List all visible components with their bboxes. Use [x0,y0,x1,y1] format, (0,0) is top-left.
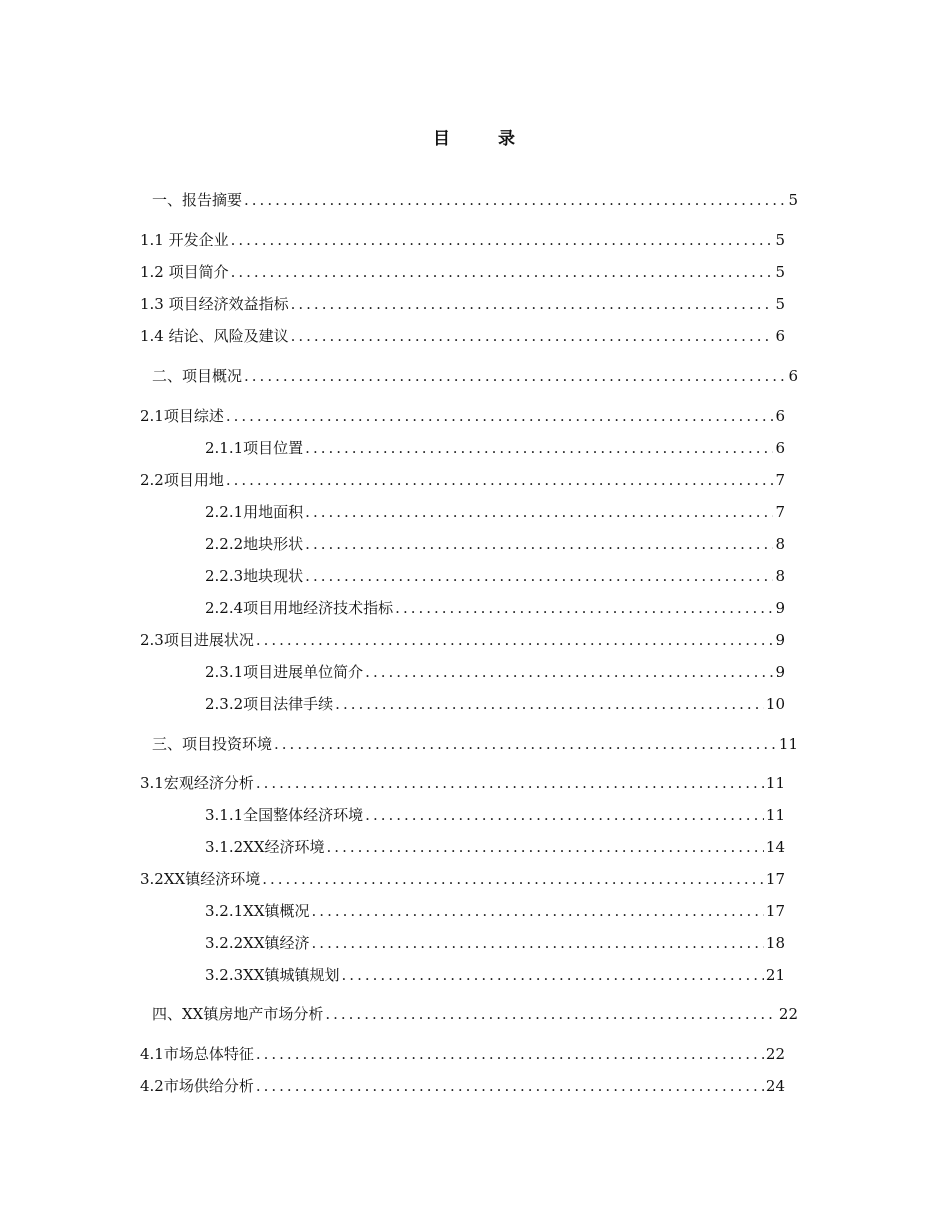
toc-dot-leader [312,901,764,921]
toc-entry[interactable] [205,933,785,953]
toc-entry-title: 2.2.3地块现状 [205,567,304,585]
toc-dot-leader [256,630,774,650]
toc-entry-title: 2.3项目进展状况 [140,631,254,649]
toc-page-number: 24 [765,1077,785,1095]
toc-entry[interactable] [140,326,785,346]
toc-page-number: 14 [765,838,785,856]
toc-entry-title: 2.2.4项目用地经济技术指标 [205,599,394,617]
toc-entry-title: 2.3.1项目进展单位简介 [205,663,364,681]
toc-page-number: 5 [788,191,798,209]
toc-dot-leader [342,965,764,985]
toc-dot-leader [327,837,764,857]
toc-entry-title: 3.2.3XX镇城镇规划 [205,966,340,984]
toc-dot-leader [365,805,764,825]
toc-page-number: 18 [765,934,785,952]
toc-page-number: 5 [775,231,785,249]
toc-entry[interactable] [205,662,785,682]
toc-dot-leader [305,566,773,586]
toc-dot-leader [244,366,786,386]
toc-entry-title: 3.2.2XX镇经济 [205,934,310,952]
toc-entry[interactable] [152,190,798,210]
toc-page-number: 22 [778,1005,798,1023]
toc-dot-leader [365,662,773,682]
toc-dot-leader [395,598,773,618]
toc-entry[interactable] [205,901,785,921]
toc-entry[interactable] [140,230,785,250]
toc-page-number: 11 [765,774,785,792]
toc-entry-title: 3.1.1全国整体经济环境 [205,806,364,824]
toc-dot-leader [226,406,774,426]
toc-page-number: 11 [778,735,798,753]
toc-entry-title: 四、XX镇房地产市场分析 [152,1005,324,1023]
toc-dot-leader [244,190,786,210]
toc-page-number: 8 [775,535,785,553]
toc-entry-title: 3.1宏观经济分析 [140,774,254,792]
toc-entry[interactable] [205,965,785,985]
toc-entry[interactable] [205,805,785,825]
toc-entry[interactable] [205,598,785,618]
toc-dot-leader [256,1076,764,1096]
toc-entry[interactable] [140,630,785,650]
toc-page-number: 11 [765,806,785,824]
toc-dot-leader [305,438,773,458]
toc-entry[interactable] [140,773,785,793]
toc-title-right: 录 [498,129,517,149]
toc-entry[interactable] [152,1004,798,1024]
toc-entry-title: 3.2.1XX镇概况 [205,902,310,920]
toc-entry-title: 1.3 项目经济效益指标 [140,295,289,313]
toc-page-number: 6 [775,327,785,345]
toc-entry-title: 1.2 项目简介 [140,263,229,281]
toc-entry[interactable] [205,566,785,586]
toc-entry[interactable] [205,502,785,522]
toc-entry[interactable] [152,366,798,386]
toc-dot-leader [325,1004,777,1024]
toc-dot-leader [335,694,764,714]
toc-entry[interactable] [140,294,785,314]
toc-page-number: 21 [765,966,785,984]
toc-page-number: 6 [788,367,798,385]
toc-dot-leader [291,294,774,314]
toc-dot-leader [305,502,773,522]
toc-dot-leader [231,262,774,282]
toc-entry-title: 2.2.2地块形状 [205,535,304,553]
toc-entry[interactable] [205,438,785,458]
toc-entry-title: 3.2XX镇经济环境 [140,870,261,888]
toc-entry[interactable] [140,406,785,426]
toc-entry-title: 1.4 结论、风险及建议 [140,327,289,345]
toc-entry[interactable] [152,734,798,754]
toc-dot-leader [305,534,773,554]
toc-page-number: 10 [765,695,785,713]
toc-entry[interactable] [140,1076,785,1096]
toc-entry[interactable] [205,837,785,857]
toc-entry-title: 2.3.2项目法律手续 [205,695,334,713]
toc-entry[interactable] [140,869,785,889]
toc-page-number: 22 [765,1045,785,1063]
toc-page-number: 9 [775,631,785,649]
toc-entry-title: 2.2.1用地面积 [205,503,304,521]
toc-entry[interactable] [205,534,785,554]
toc-page-number: 9 [775,663,785,681]
toc-entry-title: 4.2市场供给分析 [140,1077,254,1095]
toc-page-number: 7 [775,471,785,489]
toc-dot-leader [226,470,774,490]
toc-title-left: 目 [433,129,452,149]
toc-entry[interactable] [140,1044,785,1064]
toc-entry-title: 一、报告摘要 [152,191,243,209]
toc-entry[interactable] [205,694,785,714]
toc-entry-title: 二、项目概况 [152,367,243,385]
toc-page-number: 7 [775,503,785,521]
toc-dot-leader [291,326,774,346]
toc-dot-leader [274,734,777,754]
toc-page-number: 5 [775,295,785,313]
toc-entry-title: 3.1.2XX经济环境 [205,838,325,856]
toc-entry-title: 2.2项目用地 [140,471,224,489]
toc-entry-title: 三、项目投资环境 [152,735,273,753]
toc-dot-leader [312,933,764,953]
toc-page-number: 17 [765,902,785,920]
toc-page-number: 6 [775,407,785,425]
toc-page-number: 8 [775,567,785,585]
toc-entry-title: 2.1项目综述 [140,407,224,425]
toc-page-number: 5 [775,263,785,281]
toc-dot-leader [256,1044,764,1064]
toc-dot-leader [262,869,764,889]
toc-entry-title: 1.1 开发企业 [140,231,229,249]
toc-entry-title: 4.1市场总体特征 [140,1045,254,1063]
toc-dot-leader [256,773,764,793]
toc-entry-title: 2.1.1项目位置 [205,439,304,457]
toc-page-number: 17 [765,870,785,888]
toc-page-number: 6 [775,439,785,457]
toc-dot-leader [231,230,774,250]
toc-page-number: 9 [775,599,785,617]
toc-entry[interactable] [140,262,785,282]
toc-entry[interactable] [140,470,785,490]
